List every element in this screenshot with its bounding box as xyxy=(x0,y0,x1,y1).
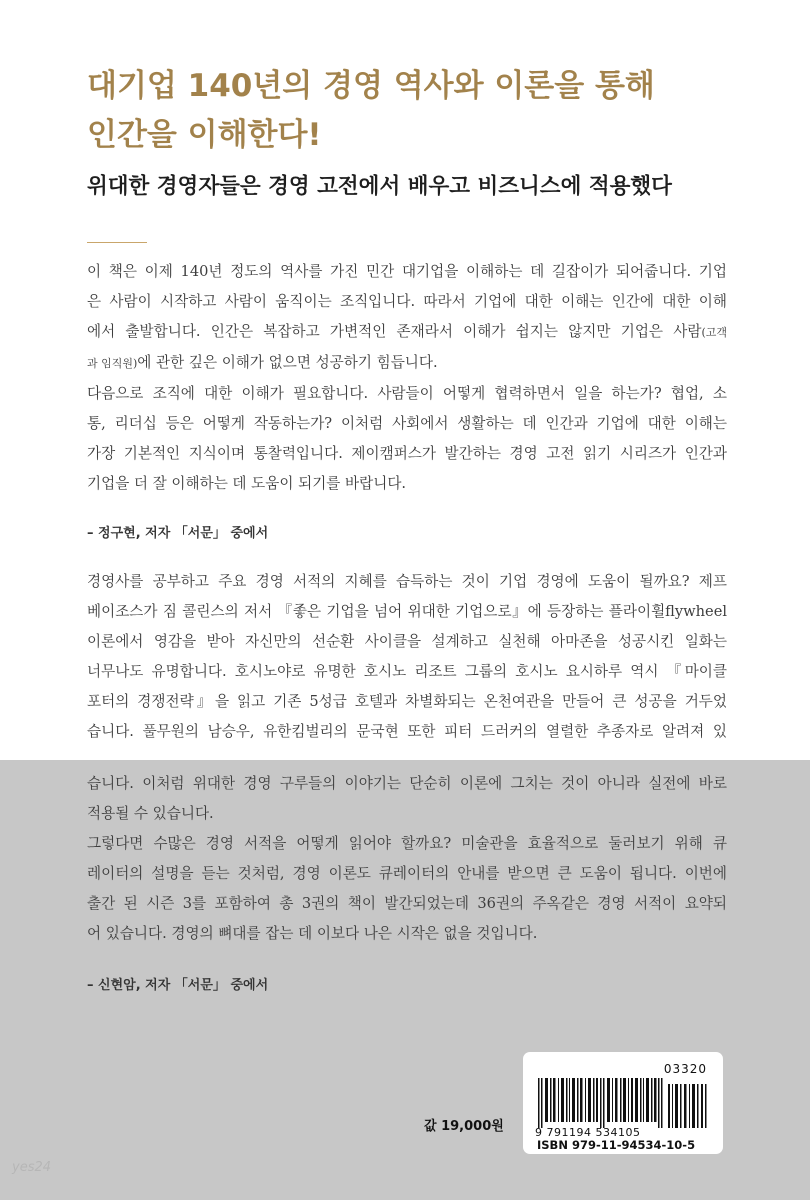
isbn-number: ISBN 979-11-94534-10-5 xyxy=(537,1138,696,1152)
intro-line: 기업을 더 잘 이해하는 데 도움이 되기를 바랍니다. xyxy=(87,475,407,492)
second-line: 베이조스가 짐 콜린스의 저서 『좋은 기업을 넘어 위대한 기업으로』에 등장하는 플라이휠flywheel xyxy=(87,603,727,620)
subheadline: 위대한 경영자들은 경영 고전에서 배우고 비즈니스에 적용했다 xyxy=(87,174,672,199)
second-line: 습니다. 풀무원의 남승우, 유한킴벌리의 문국현 또한 피터 드러커의 열렬한 추종자로 알려져 있 xyxy=(87,723,727,740)
headline-line-2: 인간을 이해한다! xyxy=(87,117,322,153)
intro-line: 통, 리더십 등은 어떻게 작동하는가? 이처럼 사회에서 생활하는 데 인간과 기업에 대한 이해는 xyxy=(87,415,727,432)
intro-line-text: 에서 출발합니다. 인간은 복잡하고 가변적인 존재라서 이해가 쉽지는 않지만 기업은 사람 xyxy=(87,323,702,340)
second-line: 적용될 수 있습니다. xyxy=(87,805,214,822)
headline xyxy=(87,62,747,160)
second-line: 어 있습니다. 경영의 뼈대를 잡는 데 이보다 나은 시작은 없을 것입니다. xyxy=(87,925,538,942)
second-paragraph xyxy=(87,567,727,747)
intro-attribution: – 정구현, 저자 「서문」 중에서 xyxy=(87,526,269,541)
intro-line xyxy=(87,317,727,348)
second-line: 경영사를 공부하고 주요 경영 서적의 지혜를 습득하는 것이 기업 경영에 도움이 될까요? 제프 xyxy=(87,573,727,590)
barcode-digits: 9 791194 534105 xyxy=(535,1126,641,1139)
second-line: 너무나도 유명합니다. 호시노야로 유명한 호시노 리조트 그룹의 호시노 요시하루 역시 『마이클 xyxy=(87,663,727,680)
intro-line: 은 사람이 시작하고 사람이 움직이는 조직입니다. 따라서 기업에 대한 이해는 인간에 대한 이해 xyxy=(87,293,727,310)
isbn-barcode xyxy=(523,1052,723,1154)
second-line: 레이터의 설명을 듣는 것처럼, 경영 이론도 큐레이터의 안내를 받으면 큰 도움이 됩니다. 이번에 xyxy=(87,865,727,882)
barcode-addon-number: 03320 xyxy=(663,1062,707,1076)
price-label: 값 19,000원 xyxy=(424,1119,504,1134)
second-paragraph-continued xyxy=(87,769,727,949)
divider-rule xyxy=(87,242,147,243)
barcode-icon xyxy=(538,1078,708,1128)
second-line: 그렇다면 수많은 경영 서적을 어떻게 읽어야 할까요? 미술관을 효율적으로 둘러보기 위해 큐 xyxy=(87,835,727,852)
second-line: 출간 된 시즌 3를 포함하여 총 3권의 책이 발간되었는데 36권의 주옥같은 경영 서적이 요약되 xyxy=(87,895,727,912)
intro-line: 가장 기본적인 지식이며 통찰력입니다. 제이캠퍼스가 발간하는 경영 고전 읽기 시리즈가 인간과 xyxy=(87,445,727,462)
headline-line-1: 대기업 140년의 경영 역사와 이론을 통해 xyxy=(87,68,655,104)
intro-line: 다음으로 조직에 대한 이해가 필요합니다. 사람들이 어떻게 협력하면서 일을 하는가? 협업, 소 xyxy=(87,385,727,402)
intro-line xyxy=(87,348,727,379)
second-line: 포터의 경쟁전략』을 읽고 기존 5성급 호텔과 차별화되는 온천여관을 만들어 큰 성공을 거두었 xyxy=(87,693,727,710)
intro-line-small-start: 과 임직원) xyxy=(87,357,138,370)
intro-line: 이 책은 이제 140년 정도의 역사를 가진 민간 대기업을 이해하는 데 길잡이가 되어줍니다. 기업 xyxy=(87,263,727,280)
second-attribution: – 신현암, 저자 「서문」 중에서 xyxy=(87,978,269,993)
second-line: 습니다. 이처럼 위대한 경영 구루들의 이야기는 단순히 이론에 그치는 것이 아니라 실전에 바로 xyxy=(87,775,727,792)
intro-inline-small: (고객 xyxy=(701,326,727,339)
watermark-logo: yes24 xyxy=(12,1160,52,1175)
intro-paragraph xyxy=(87,257,727,499)
intro-line-rest: 에 관한 깊은 이해가 없으면 성공하기 힘듭니다. xyxy=(137,354,438,371)
second-line: 이론에서 영감을 받아 자신만의 선순환 사이클을 설계하고 실천해 아마존을 성공시킨 일화는 xyxy=(87,633,727,650)
